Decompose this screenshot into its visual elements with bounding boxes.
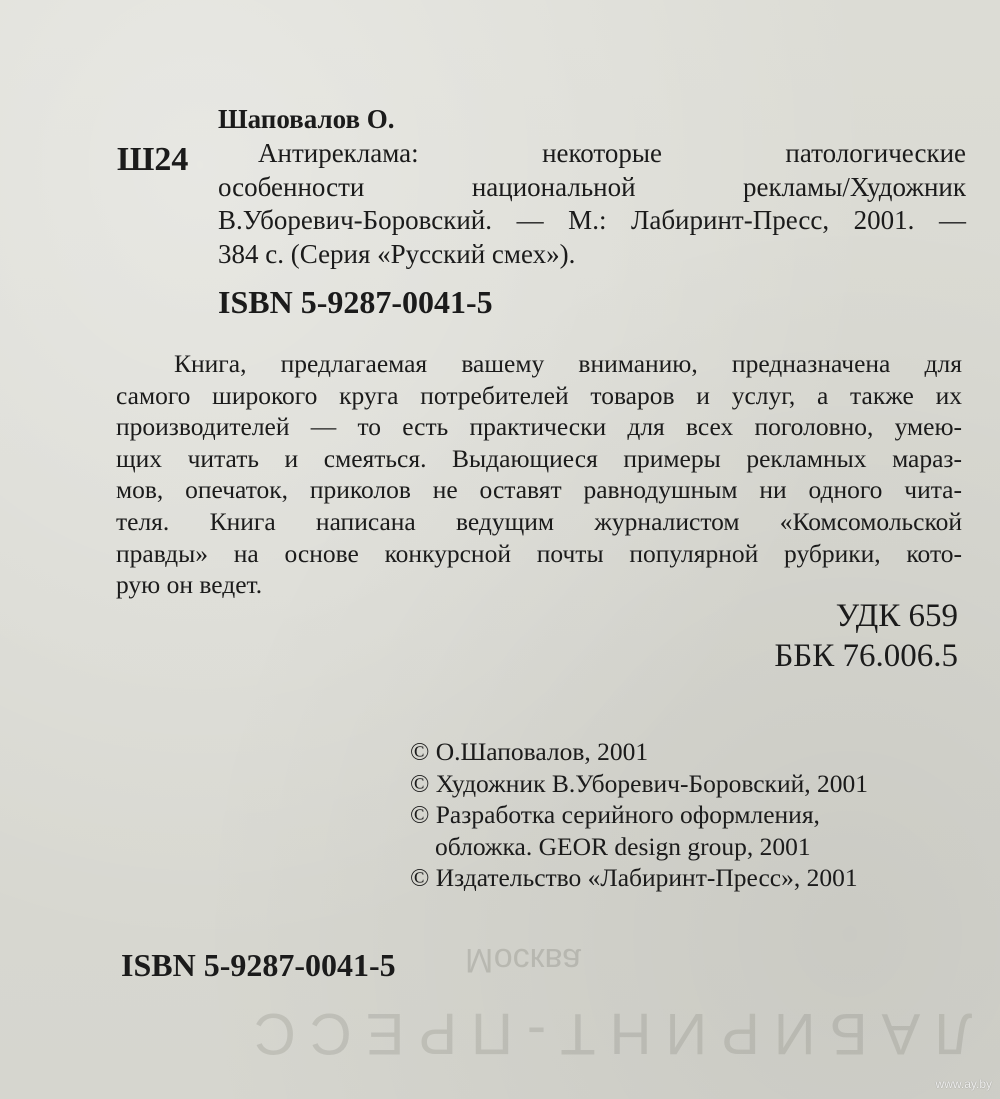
classification-block [774, 596, 958, 676]
abstract-line: рую он ведет. [116, 570, 263, 600]
copyright-line: © Художник В.Уборевич-Боровский, 2001 [410, 768, 868, 798]
isbn-bottom: ISBN 5-9287-0041-5 [121, 947, 396, 983]
copyright-line: © О.Шаповалов, 2001 [410, 737, 649, 766]
entry-line: особенности национальной рекламы/Художник [218, 171, 966, 202]
entry-line: 384 с. (Серия «Русский смех»). [218, 238, 576, 269]
copyright-block [410, 736, 868, 894]
abstract-line: щих читать и смеяться. Выдающиеся примеры рекламных мараз- [116, 443, 962, 473]
copyright-line: © Издательство «Лабиринт-Пресс», 2001 [410, 863, 858, 893]
bleed-through-city: Москва [465, 941, 582, 979]
entry-line: Антиреклама: некоторые патологические [258, 138, 966, 168]
abstract-line: правды» на основе конкурсной почты популярной рубрики, кото- [116, 538, 962, 568]
abstract-line: самого широкого круга потребителей товаров и услуг, а также их [116, 380, 962, 410]
copyright-line: © Разработка серийного оформления, [410, 800, 820, 830]
abstract-line: Книга, предлагаемая вашему вниманию, предназначена для [174, 349, 962, 378]
classification-code: Ш24 [117, 141, 189, 178]
author-name: Шаповалов О. [218, 104, 395, 134]
entry-line: В.Уборевич-Боровский. — М.: Лабиринт-Пресс, 2001. — [218, 205, 966, 235]
abstract-line: производителей — то есть практически для всех поголовно, умею- [116, 412, 962, 442]
bleed-through-publisher: ЛАБИРИНТ-ПРЕСС [240, 1001, 973, 1066]
abstract-line: мов, опечаток, приколов не оставят равнодушным ни одного чита- [116, 475, 962, 505]
bbk-code: ББК 76.006.5 [774, 638, 958, 674]
bibliographic-entry [218, 137, 966, 271]
abstract [116, 348, 962, 601]
copyright-line: обложка. GEOR design group, 2001 [435, 831, 811, 861]
site-watermark: www.ay.by [935, 1077, 992, 1091]
udk-code: УДК 659 [835, 598, 958, 634]
isbn-top: ISBN 5-9287-0041-5 [218, 284, 493, 320]
abstract-line: теля. Книга написана ведущим журналистом «Комсомольской [116, 506, 962, 536]
